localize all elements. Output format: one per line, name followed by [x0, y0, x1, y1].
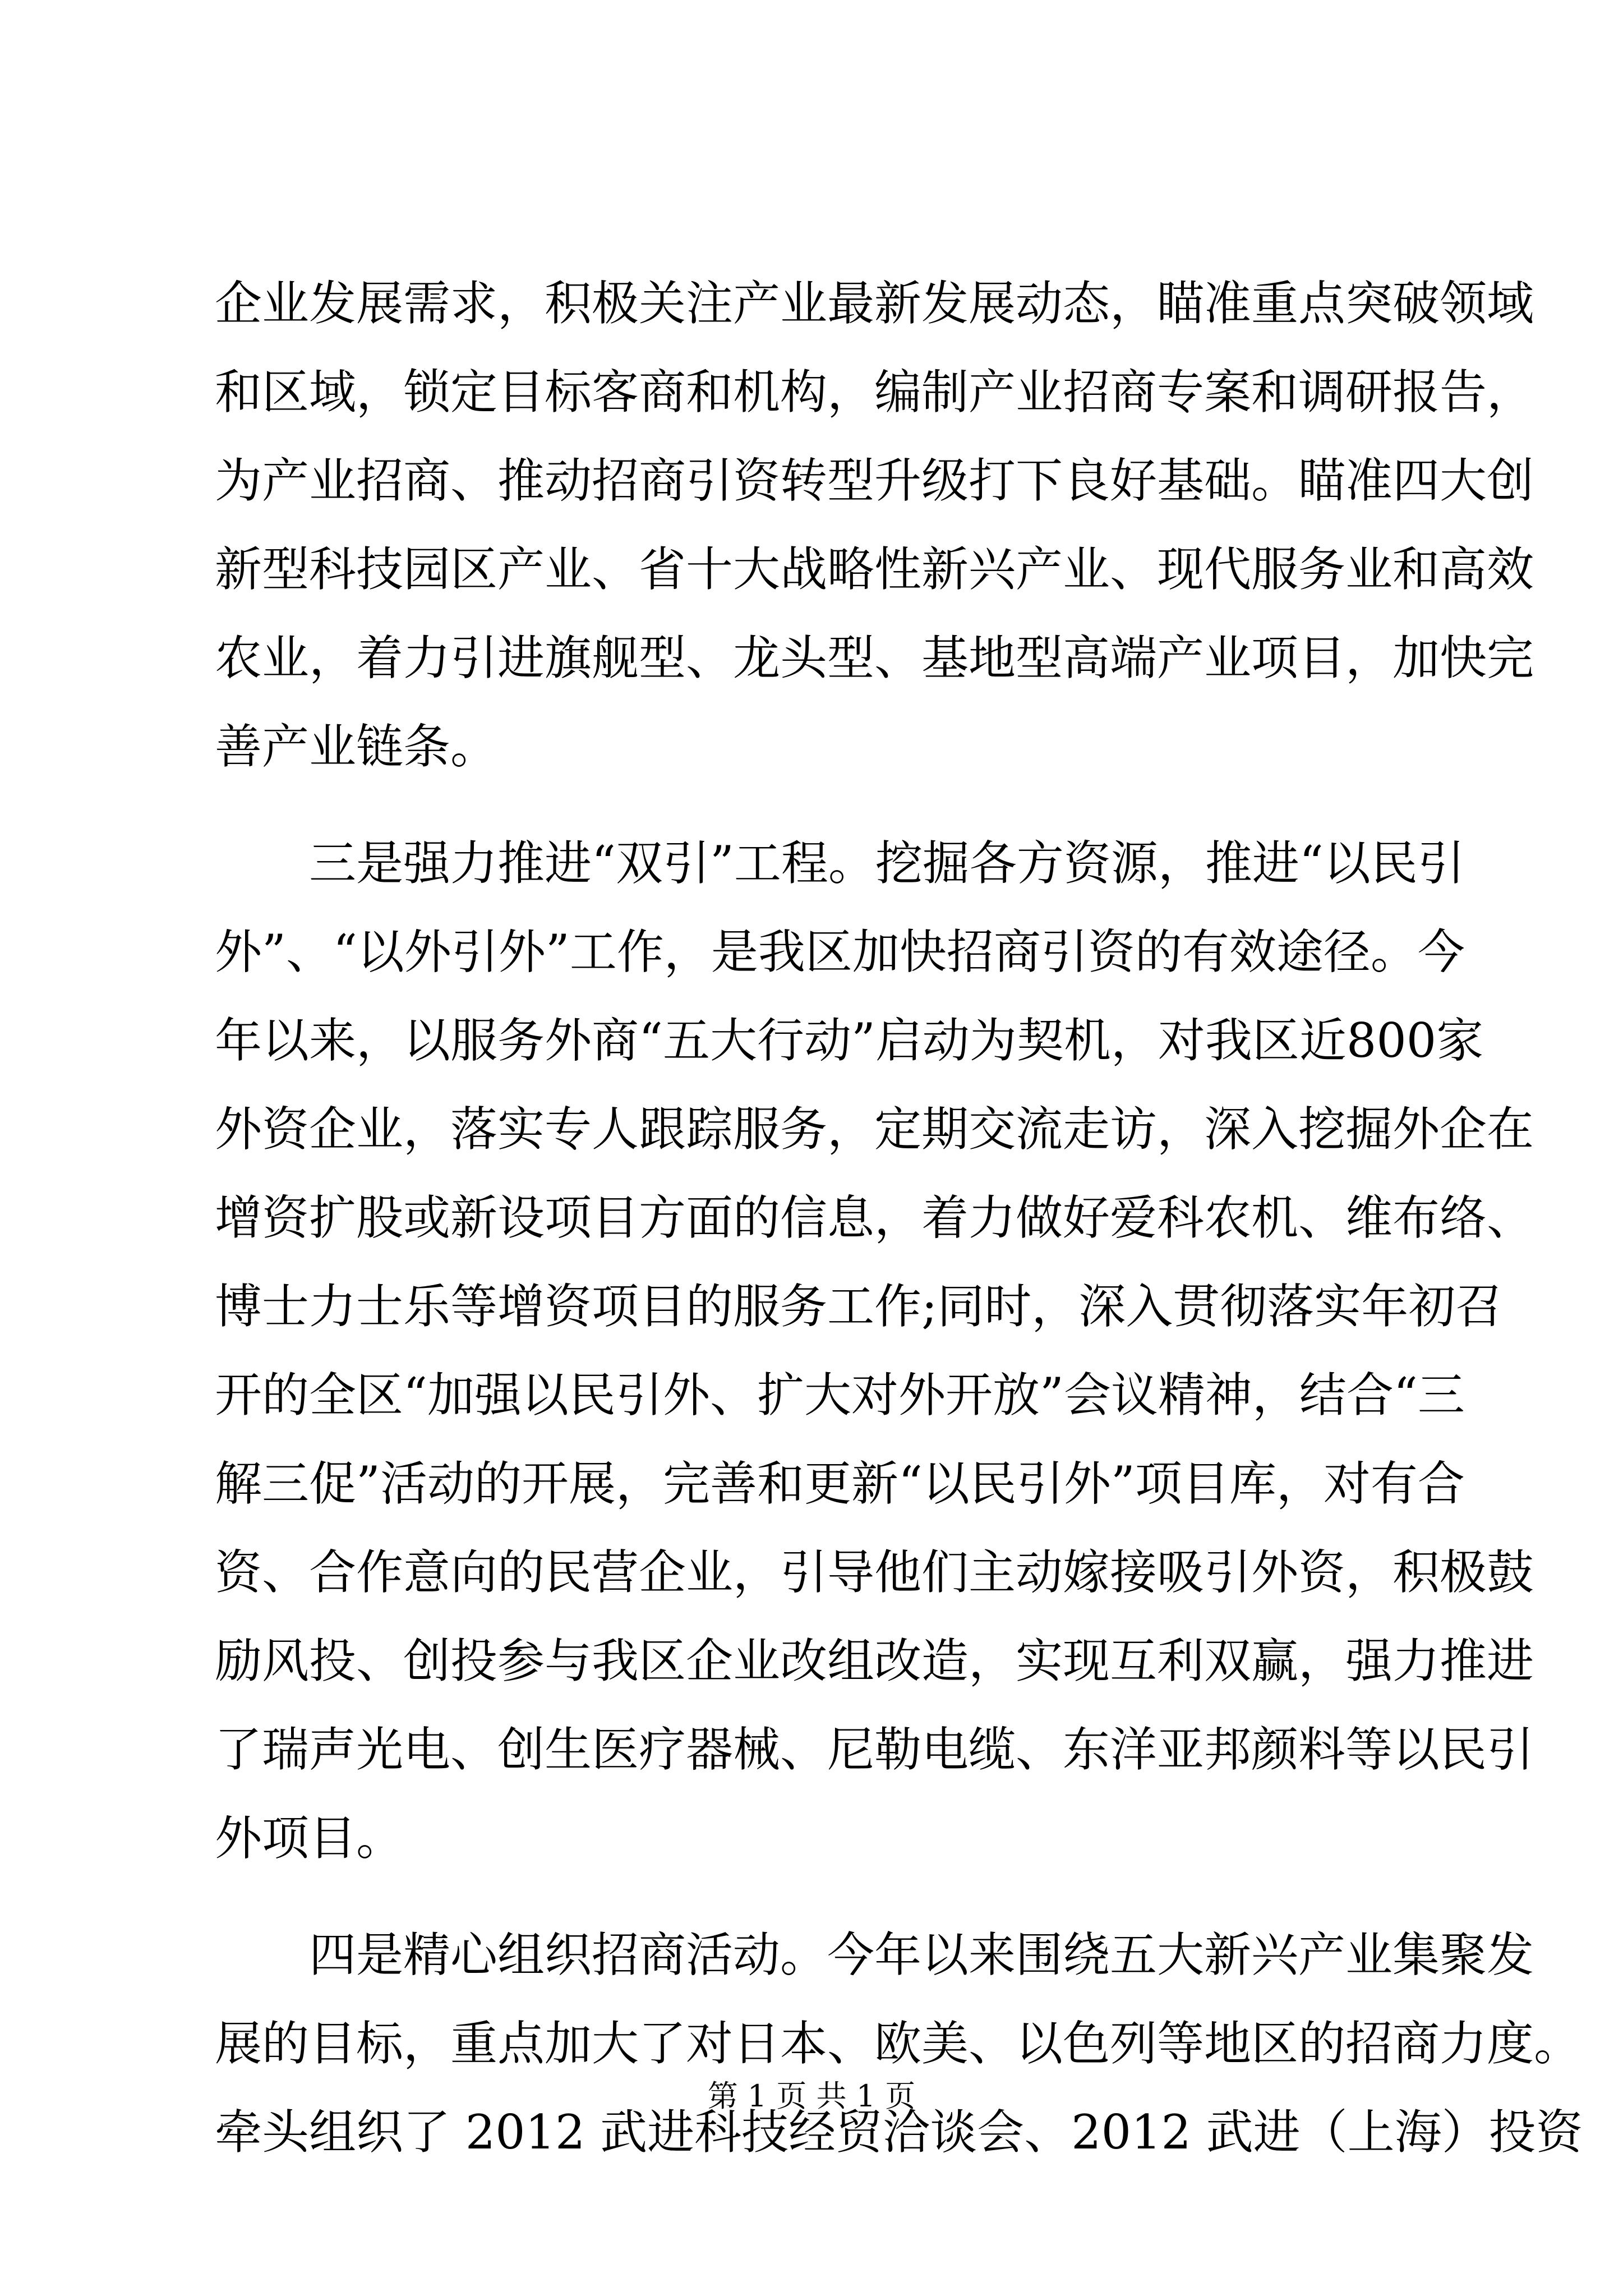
text-line: 企业发展需求，积极关注产业最新发展动态，瞄准重点突破领域: [215, 276, 1534, 331]
text-line: 新型科技园区产业、省十大战略性新兴产业、现代服务业和高效: [215, 542, 1534, 597]
text-line: 和区域，锁定目标客商和机构，编制产业招商专案和调研报告，: [215, 365, 1534, 420]
text-line: 牵头组织了 2012 武进科技经贸洽谈会、2012 武进（上海）投资: [215, 2105, 1583, 2160]
text-line: 增资扩股或新设项目方面的信息，着力做好爱科农机、维布络、: [215, 1190, 1534, 1245]
text-line: 解三促”活动的开展，完善和更新“以民引外”项目库，对有合: [215, 1456, 1465, 1511]
text-line: 外项目。: [215, 1811, 404, 1866]
text-line: 为产业招商、推动招商引资转型升级打下良好基础。瞄准四大创: [215, 453, 1534, 508]
document-body: [215, 259, 1583, 2177]
text-line: 善产业链条。: [215, 719, 498, 774]
paragraph-start-line: 四是精心组织招商活动。今年以来围绕五大新兴产业集聚发: [309, 1927, 1534, 1982]
text-line: 励风投、创投参与我区企业改组改造，实现互利双赢，强力推进: [215, 1634, 1534, 1688]
text-line: 外资企业，落实专人跟踪服务，定期交流走访，深入挖掘外企在: [215, 1102, 1534, 1157]
text-line: 展的目标，重点加大了对日本、欧美、以色列等地区的招商力度。: [215, 2016, 1581, 2071]
text-line: 开的全区“加强以民引外、扩大对外开放”会议精神，结合“三: [215, 1368, 1465, 1423]
text-line: 农业，着力引进旗舰型、龙头型、基地型高端产业项目，加快完: [215, 631, 1534, 685]
text-line: 外”、“以外引外”工作，是我区加快招商引资的有效途径。今: [215, 924, 1465, 979]
text-line: 了瑞声光电、创生医疗器械、尼勒电缆、东洋亚邦颜料等以民引: [215, 1722, 1534, 1777]
text-line: 资、合作意向的民营企业，引导他们主动嫁接吸引外资，积极鼓: [215, 1545, 1534, 1600]
paragraph-start-line: 三是强力推进“双引”工程。挖掘各方资源，推进“以民引: [309, 836, 1465, 891]
text-line: 博士力士乐等增资项目的服务工作;同时，深入贯彻落实年初召: [215, 1279, 1503, 1334]
page-footer: 第 1 页 共 1 页: [707, 2078, 916, 2114]
text-line: 年以来，以服务外商“五大行动”启动为契机，对我区近800家: [215, 1013, 1484, 1068]
